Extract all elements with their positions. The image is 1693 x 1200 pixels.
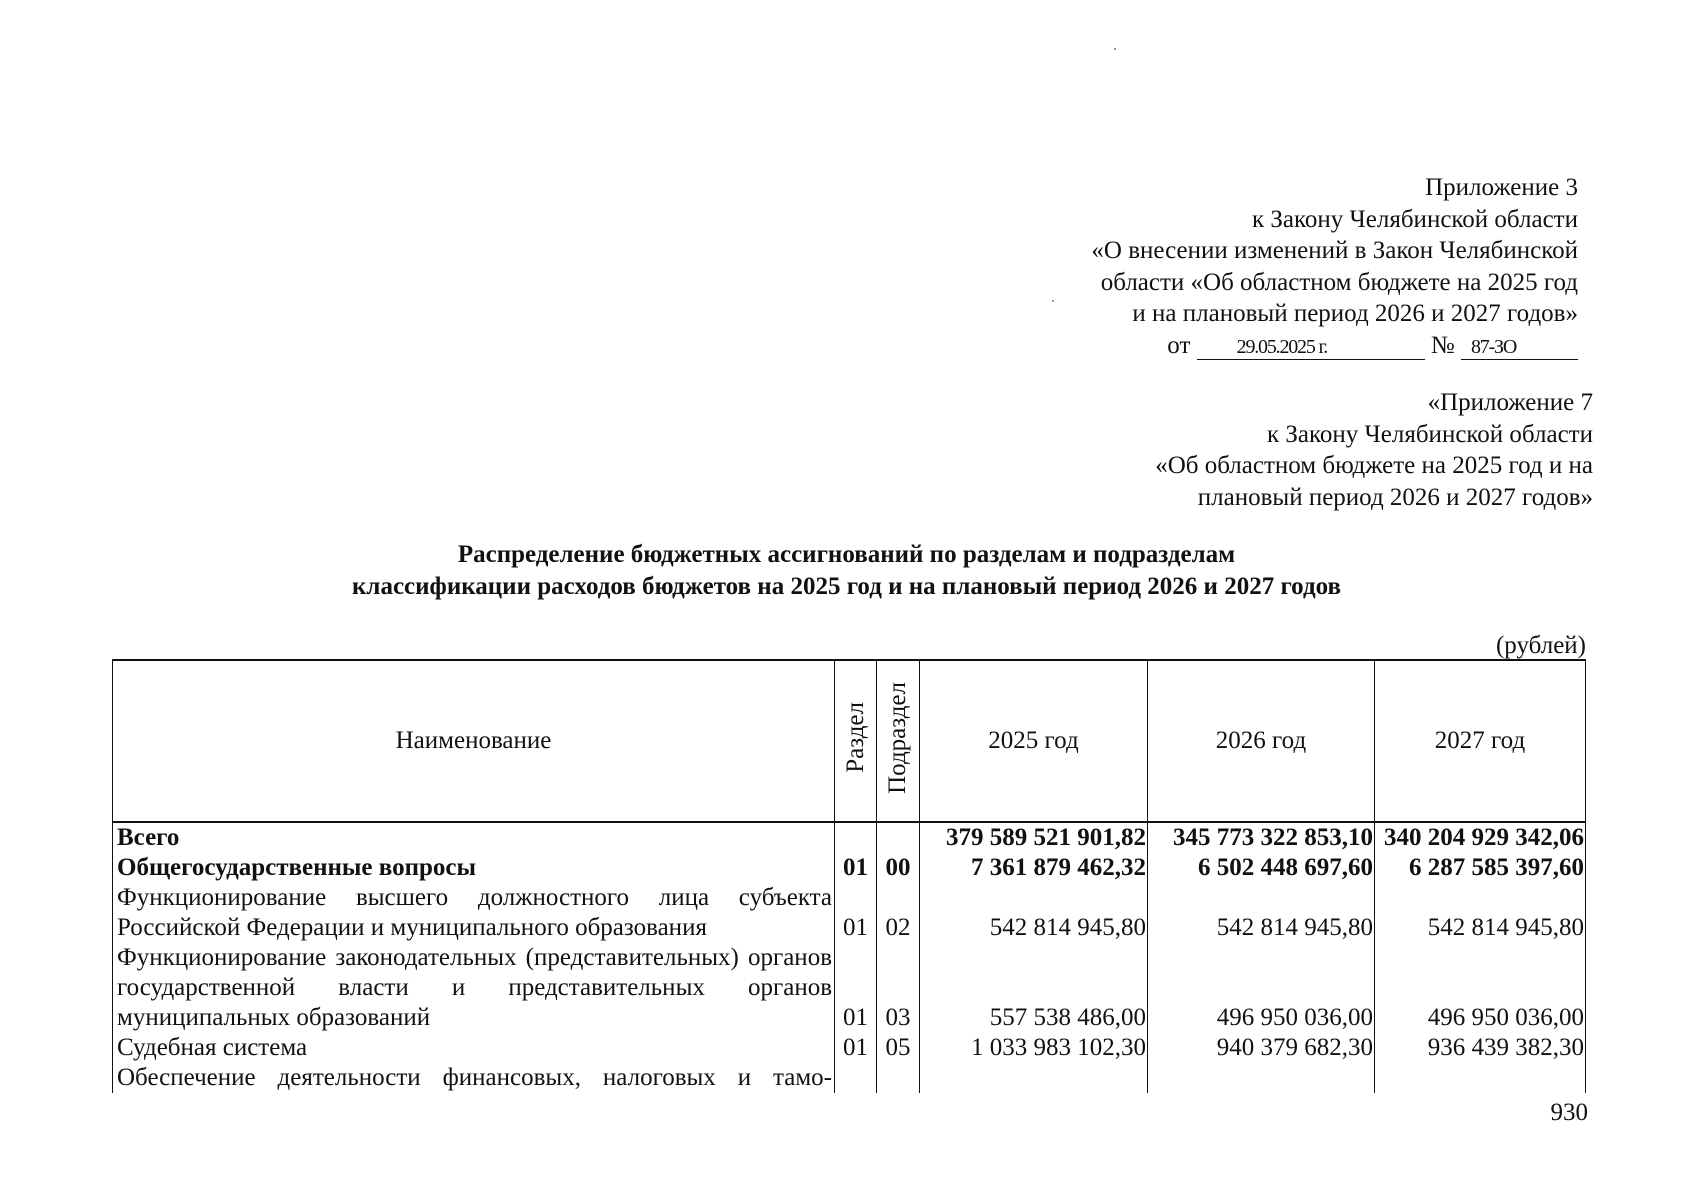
document-title <box>0 539 1693 603</box>
law-number: 87-ЗО <box>1461 335 1578 360</box>
header-section <box>835 660 877 822</box>
appendix-3-line: Приложение 3 <box>1425 174 1578 201</box>
title-line-1: Распределение бюджетных ассигнований по разделам и подразделам <box>457 541 1236 568</box>
row-2025: 557 538 486,00 <box>920 943 1148 1033</box>
row-name: Обеспечение деятельности финансовых, налоговых и тамо- <box>113 1063 835 1093</box>
from-label: от <box>1167 331 1191 359</box>
appendix-3-header <box>1091 172 1578 361</box>
header-subsection <box>877 660 920 822</box>
row-subsection: 00 <box>877 853 920 883</box>
row-2027: 936 439 382,30 <box>1375 1033 1586 1063</box>
row-2027: 6 287 585 397,60 <box>1375 853 1586 883</box>
number-label: № <box>1430 331 1455 359</box>
table-row <box>113 853 1586 883</box>
header-subsection-label: Подраздел <box>884 681 911 794</box>
appendix-7-line: «Приложение 7 <box>1427 389 1593 416</box>
table-row-partial <box>113 1063 1586 1093</box>
row-subsection <box>877 1063 920 1093</box>
row-subsection <box>877 822 920 853</box>
row-name: Общегосударственные вопросы <box>113 853 835 883</box>
appendix-7-header <box>1155 387 1593 513</box>
units-label: (рублей) <box>1495 632 1586 659</box>
table-row <box>113 943 1586 1033</box>
law-date-number-line <box>1091 330 1578 362</box>
header-section-label: Раздел <box>841 702 869 773</box>
scan-speck <box>1114 48 1116 50</box>
row-2025: 7 361 879 462,32 <box>920 853 1148 883</box>
header-2027: 2027 год <box>1375 660 1586 822</box>
scan-speck <box>1052 300 1054 302</box>
header-name: Наименование <box>113 660 835 822</box>
row-2027: 340 204 929 342,06 <box>1375 822 1586 853</box>
row-section: 01 <box>835 1033 877 1063</box>
row-2026: 542 814 945,80 <box>1148 883 1375 943</box>
appendix-7-line: к Закону Челябинской области <box>1267 420 1593 448</box>
table-header-row <box>113 660 1586 822</box>
header-2025: 2025 год <box>920 660 1148 822</box>
appendix-7-line: «Об областном бюджете на 2025 год и на <box>1155 452 1593 479</box>
row-section: 01 <box>835 853 877 883</box>
law-date: 29.05.2025 г. <box>1197 335 1425 360</box>
budget-table <box>112 659 1586 1093</box>
header-2026: 2026 год <box>1148 660 1375 822</box>
title-line-2: классификации расходов бюджетов на 2025 год и на плановый период 2026 и 2027 годов <box>352 573 1341 600</box>
appendix-3-line: и на плановый период 2026 и 2027 годов» <box>1132 300 1578 327</box>
row-2026: 6 502 448 697,60 <box>1148 853 1375 883</box>
row-2026: 496 950 036,00 <box>1148 943 1375 1033</box>
row-name: Функционирование высшего должностного лица субъекта Российской Федерации и муниципального образования <box>113 883 835 943</box>
row-subsection: 05 <box>877 1033 920 1063</box>
row-name: Всего <box>113 822 835 853</box>
row-2026: 940 379 682,30 <box>1148 1033 1375 1063</box>
appendix-3-line: к Закону Челябинской области <box>1252 205 1578 233</box>
row-2025: 379 589 521 901,82 <box>920 822 1148 853</box>
row-section <box>835 1063 877 1093</box>
table-row <box>113 1033 1586 1063</box>
row-section: 01 <box>835 883 877 943</box>
row-2026 <box>1148 1063 1375 1093</box>
table-row-total <box>113 822 1586 853</box>
page-number: 930 <box>1550 1099 1588 1126</box>
row-section: 01 <box>835 943 877 1033</box>
appendix-7-line: плановый период 2026 и 2027 годов» <box>1197 483 1593 511</box>
row-subsection: 03 <box>877 943 920 1033</box>
row-2026: 345 773 322 853,10 <box>1148 822 1375 853</box>
row-2027: 542 814 945,80 <box>1375 883 1586 943</box>
row-2025: 1 033 983 102,30 <box>920 1033 1148 1063</box>
row-name: Функционирование законодательных (представительных) органов государственной власти и представительных органов муниципальных образований <box>113 943 835 1033</box>
row-section <box>835 822 877 853</box>
appendix-3-line: области «Об областном бюджете на 2025 год <box>1100 268 1578 296</box>
row-subsection: 02 <box>877 883 920 943</box>
row-2027 <box>1375 1063 1586 1093</box>
appendix-3-line: «О внесении изменений в Закон Челябинской <box>1091 237 1578 264</box>
row-name: Судебная система <box>113 1033 835 1063</box>
row-2027: 496 950 036,00 <box>1375 943 1586 1033</box>
row-2025: 542 814 945,80 <box>920 883 1148 943</box>
table-row <box>113 883 1586 943</box>
row-2025 <box>920 1063 1148 1093</box>
